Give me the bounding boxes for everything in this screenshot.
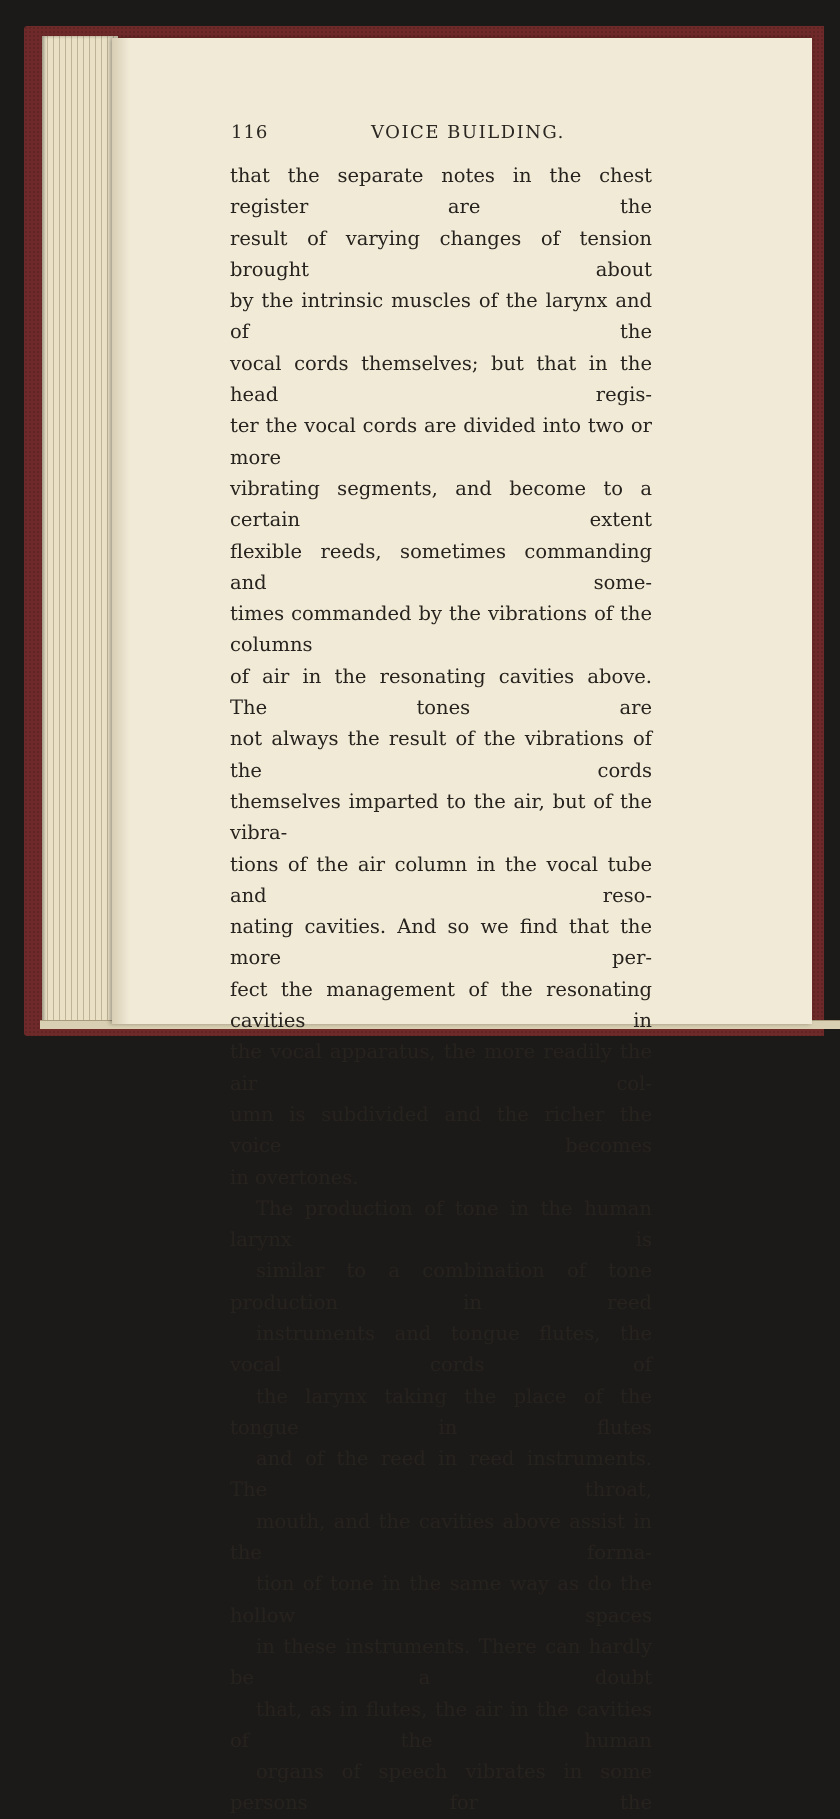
text-line: organs of speech vibrates in some persons for the bbox=[230, 1760, 652, 1815]
text-line: tion of tone in the same way as do the hollow spaces bbox=[230, 1572, 652, 1627]
text-line: fect the management of the resonating cavities in bbox=[230, 977, 652, 1033]
text-line: instruments and tongue flutes, the vocal cords of bbox=[230, 1321, 652, 1377]
text-line: vibrating segments, and become to a certain extent bbox=[230, 476, 652, 532]
text-line: times commanded by the vibrations of the columns bbox=[230, 602, 652, 657]
text-line: umn is subdivided and the richer the voice becomes bbox=[230, 1102, 652, 1158]
running-head: VOICE BUILDING. bbox=[371, 122, 565, 143]
page-edges bbox=[42, 36, 118, 1026]
page-number: 116 bbox=[231, 122, 269, 143]
text-line: not always the result of the vibrations of the cords bbox=[230, 727, 652, 782]
text-line: the vocal apparatus, the more readily the air col- bbox=[230, 1040, 652, 1095]
text-line: of air in the resonating cavities above. The tones are bbox=[230, 664, 652, 720]
paragraph-2 bbox=[230, 1193, 652, 1819]
text-line: flexible reeds, sometimes commanding and some- bbox=[230, 539, 652, 594]
text-line: by the intrinsic muscles of the larynx and of the bbox=[230, 289, 652, 344]
text-line: and of the reed in reed instruments. The throat, bbox=[230, 1447, 652, 1502]
text-line: in overtones. bbox=[230, 1165, 359, 1189]
text-line: themselves imparted to the air, but of the vibra- bbox=[230, 789, 652, 845]
text-line: in these instruments. There can hardly be a doubt bbox=[230, 1634, 652, 1690]
paragraph-1 bbox=[230, 160, 652, 1193]
text-line: the larynx taking the place of the tongue in flutes bbox=[230, 1384, 652, 1439]
text-line: tions of the air column in the vocal tube and reso- bbox=[230, 852, 652, 907]
text-line: mouth, and the cavities above assist in the forma- bbox=[230, 1509, 652, 1565]
text-line: similar to a combination of tone production in reed bbox=[230, 1259, 652, 1314]
text-line: result of varying changes of tension brought about bbox=[230, 226, 652, 281]
text-line: vocal cords themselves; but that in the head regis- bbox=[230, 351, 652, 407]
text-line: that, as in flutes, the air in the cavities of the human bbox=[230, 1697, 652, 1752]
page-header bbox=[231, 122, 651, 152]
text-line: that the separate notes in the chest register are the bbox=[230, 164, 652, 219]
text-line: ter the vocal cords are divided into two or more bbox=[230, 414, 652, 469]
text-line: The production of tone in the human larynx is bbox=[230, 1196, 652, 1252]
text-line: nating cavities. And so we find that the more per- bbox=[230, 915, 652, 970]
body-text bbox=[230, 160, 652, 1819]
